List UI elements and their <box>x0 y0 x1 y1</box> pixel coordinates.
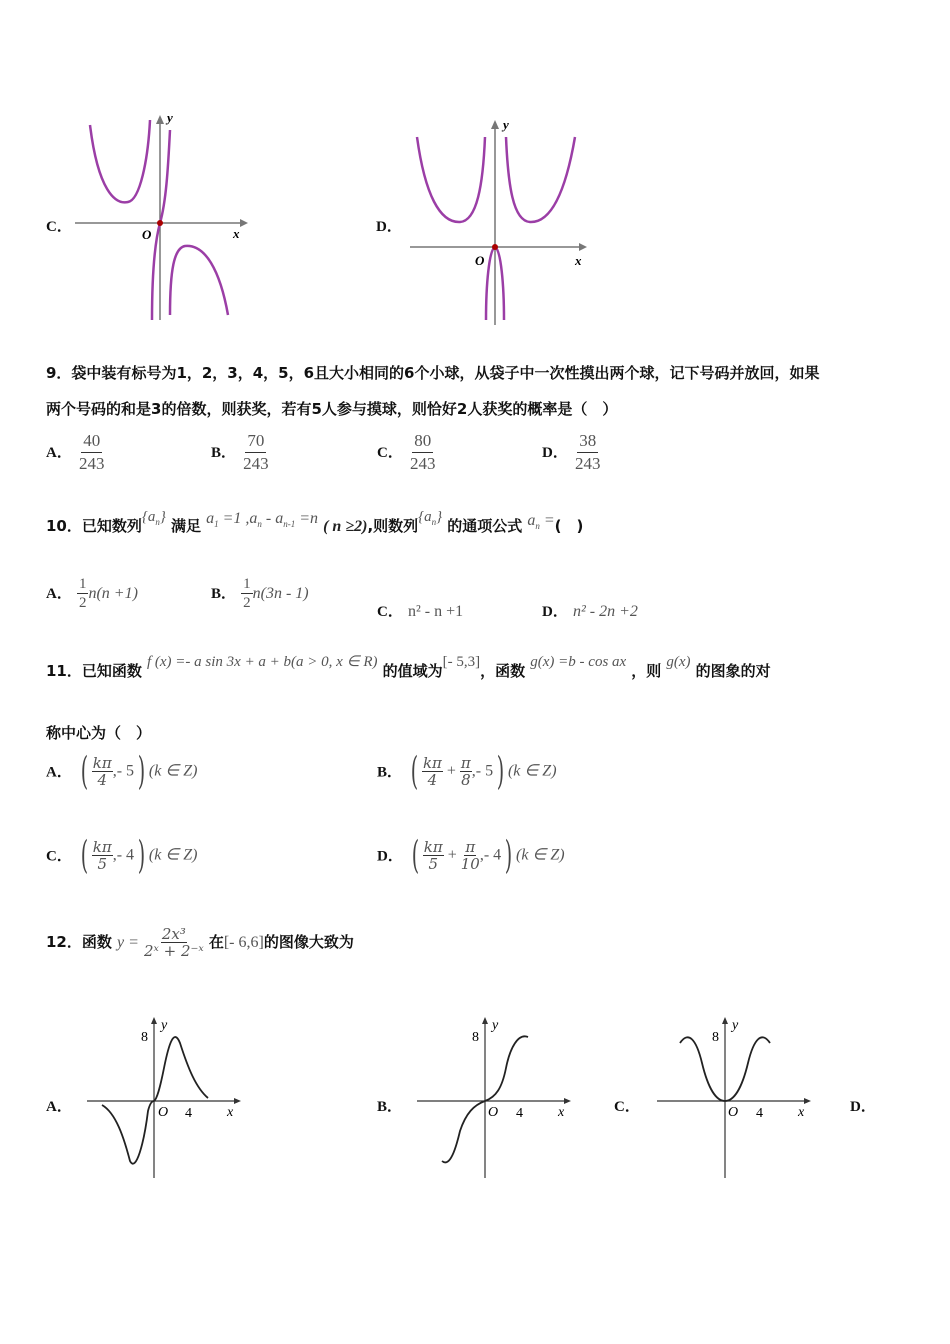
function-g-ref: g(x) <box>666 654 691 670</box>
q9-option-b[interactable] <box>211 430 271 475</box>
seq-notation: $\{a_n\}$ <box>141 509 166 527</box>
origin-label: O <box>158 1105 169 1120</box>
q11-line2: 称中心为（ ） <box>46 724 152 742</box>
y-equals: y = <box>116 934 139 951</box>
q11-then: ，则 <box>631 662 662 680</box>
q10-satisfy: 满足 <box>170 517 201 535</box>
q11-prefix: 11．已知函数 <box>46 662 142 680</box>
y-axis-arrow-icon <box>156 115 164 124</box>
fraction-numerator: 80 <box>412 430 433 453</box>
tick-4: 4 <box>185 1106 192 1121</box>
fraction-denominator: 243 <box>409 454 436 473</box>
curve-lower-right <box>170 246 228 315</box>
q12-stem <box>46 926 354 959</box>
q11-suffix: 的图象的对 <box>695 662 771 680</box>
interval: [- 6,6] <box>223 934 264 951</box>
q11-option-b[interactable]: B． ( $\frac{k\pi}{4}$ + $\frac{\pi}{8}$ ,- 5) (k ∈ Z) <box>377 749 557 793</box>
q12-graph-b <box>414 1013 576 1181</box>
option-expr: n(3n - 1) <box>252 585 309 602</box>
option-expr: n(n +1) <box>88 585 138 602</box>
q10-prefix: 10．已知数列 <box>46 517 142 535</box>
option-label: C． <box>377 445 403 461</box>
origin-label: O <box>728 1105 739 1120</box>
q12-option-a-label: A． <box>46 1099 72 1115</box>
q9-option-d[interactable] <box>542 430 602 475</box>
y-axis-label: y <box>492 1018 499 1033</box>
y-axis-label: y <box>732 1018 739 1033</box>
option-label: D． <box>542 445 568 461</box>
x-axis-arrow-icon <box>240 219 248 227</box>
function-g: g(x) =b - cos ax <box>530 654 627 670</box>
curve-upper-right <box>506 137 575 222</box>
option-label: A． <box>46 764 72 781</box>
q12-prefix: 12．函数 <box>46 933 112 951</box>
curve <box>102 1037 208 1164</box>
q12-graph-a <box>84 1013 246 1181</box>
y-axis-arrow-icon <box>151 1017 157 1024</box>
q12-in: 在 <box>208 933 224 951</box>
fraction-denominator: 243 <box>243 454 269 473</box>
q10-option-a[interactable]: A． $\frac{1}{2}$ n(n +1) <box>46 576 138 611</box>
y-axis-label: y <box>503 117 509 132</box>
q11-option-d[interactable]: D． ( $\frac{k\pi}{5}$ + $\frac{\pi}{10}$ ,- 4) (k ∈ Z) <box>377 833 565 877</box>
origin-label: O <box>488 1105 499 1120</box>
q11-func2-text: ，函数 <box>480 662 526 680</box>
function-f: f (x) =- a sin 3x + a + b(a > 0, x ∈ R) <box>146 654 378 670</box>
y-axis-label: y <box>167 110 173 125</box>
option-label: A． <box>46 586 72 602</box>
option-label: C． <box>46 848 72 865</box>
x-axis-label: x <box>575 253 582 268</box>
option-label: B． <box>211 445 237 461</box>
fraction-denominator: 243 <box>574 454 601 473</box>
fraction-numerator: 38 <box>577 430 598 453</box>
option-label: C． <box>377 604 403 620</box>
seq-notation-2: $\{a_n\}$ <box>418 509 443 527</box>
option-label: B． <box>211 586 237 602</box>
q12-option-b-label: B． <box>377 1099 403 1115</box>
cond-a1: $a_1 =1$ , <box>206 510 250 530</box>
y-axis-arrow-icon <box>491 120 499 129</box>
option-label: D． <box>377 848 403 865</box>
q11-option-c[interactable]: C． ( $\frac{k\pi}{5}$ ,- 4) (k ∈ Z) <box>46 833 198 877</box>
x-axis-arrow-icon <box>234 1098 241 1104</box>
q10-option-b[interactable]: B． $\frac{1}{2}$ n(3n - 1) <box>211 576 309 611</box>
origin-label: O <box>475 253 485 268</box>
x-axis-label: x <box>798 1105 805 1120</box>
q10-option-d[interactable] <box>542 600 638 621</box>
origin-dot <box>157 220 163 226</box>
option-label: B． <box>377 764 403 781</box>
q10-stem <box>46 509 584 537</box>
y-axis-label: y <box>161 1018 168 1033</box>
fraction-numerator: 40 <box>81 430 102 453</box>
q10-option-c[interactable] <box>377 600 463 621</box>
y-axis-arrow-icon <box>482 1017 488 1024</box>
q12-suffix: 的图像大致为 <box>263 933 354 951</box>
x-axis-label: x <box>558 1105 565 1120</box>
x-axis-arrow-icon <box>804 1098 811 1104</box>
graph-option-d <box>405 115 595 330</box>
q10-then: ,则数列 <box>367 517 419 535</box>
q11-option-a[interactable]: A． ( $\frac{k\pi}{4}$ ,- 5) (k ∈ Z) <box>46 749 198 793</box>
q12-fraction: $\frac{\text{2x³}}{\text{2ˣ + 2⁻ˣ}}$ <box>143 925 204 960</box>
x-axis-label: x <box>227 1105 234 1120</box>
fraction-denominator: 243 <box>78 454 105 473</box>
curve-upper-left <box>90 120 150 202</box>
option-expr: n² - 2n +2 <box>572 603 638 620</box>
y-axis-arrow-icon <box>722 1017 728 1024</box>
x-axis-arrow-icon <box>564 1098 571 1104</box>
q9-option-c[interactable] <box>377 430 437 475</box>
an-notation: $a_n$ = <box>527 512 555 532</box>
tick-8: 8 <box>472 1030 479 1045</box>
range-value: [- 5,3] <box>442 654 481 670</box>
q9-line1: 9．袋中装有标号为1，2，3，4，5，6且大小相同的6个小球，从袋子中一次性摸出两个球，记下号码并放回，如果 <box>46 364 820 382</box>
tick-8: 8 <box>141 1030 148 1045</box>
option-expr: n² - n +1 <box>407 603 464 620</box>
q11-range-text: 的值域为 <box>382 662 443 680</box>
cond-recurrence: $a_n - a_{n-1} =n$ <box>249 510 318 530</box>
option-label: D． <box>542 604 568 620</box>
q12-option-c-label: C． <box>614 1099 640 1115</box>
q9-option-a[interactable] <box>46 430 106 475</box>
tick-8: 8 <box>712 1030 719 1045</box>
curve-upper-left <box>417 137 485 222</box>
option-label: A． <box>46 445 72 461</box>
cond-range: ( n ≥2) <box>323 518 368 535</box>
q9-line2: 两个号码的和是3的倍数，则获奖，若有5人参与摸球，则恰好2人获奖的概率是（ ） <box>46 400 618 418</box>
q11-stem <box>46 654 771 681</box>
graph-option-c <box>70 110 250 325</box>
origin-label: O <box>142 227 152 242</box>
fraction-numerator: 70 <box>245 430 266 453</box>
option-d-label: D． <box>376 219 402 235</box>
option-c-label: C． <box>46 219 72 235</box>
q12-option-d-label: D． <box>850 1099 876 1115</box>
x-axis-arrow-icon <box>579 243 587 251</box>
tick-4: 4 <box>756 1106 763 1121</box>
x-axis-label: x <box>233 226 240 241</box>
tick-4: 4 <box>516 1106 523 1121</box>
q12-graph-c <box>654 1013 816 1181</box>
origin-dot <box>492 244 498 250</box>
answer-blank: ( ) <box>554 517 584 535</box>
q10-suffix: 的通项公式 <box>447 517 523 535</box>
